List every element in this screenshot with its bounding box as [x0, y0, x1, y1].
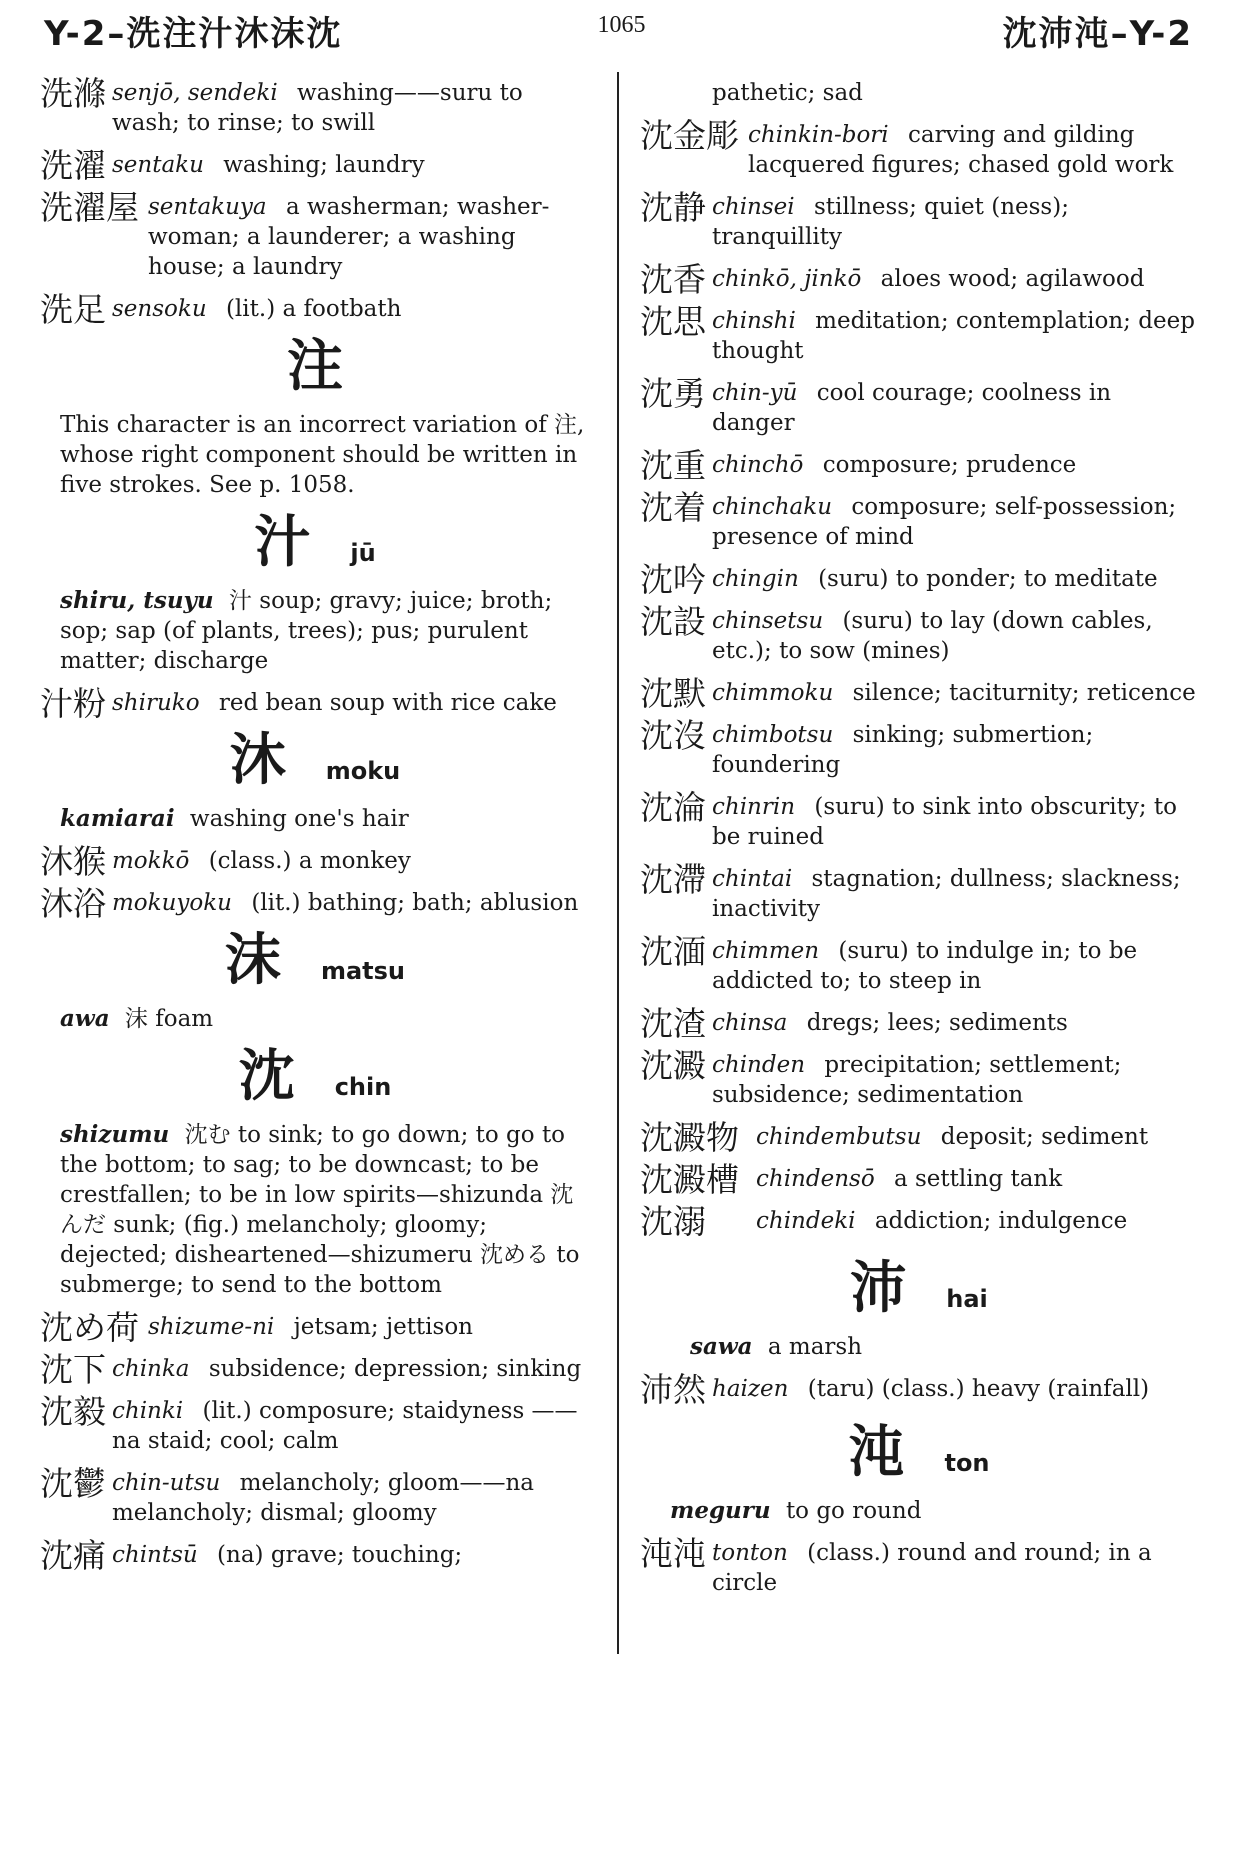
entry-definition: (suru) to sink into obscurity; to be ruined	[712, 794, 1178, 850]
entry-definition: pathetic; sad	[712, 80, 863, 106]
entry-definition: addiction; indulgence	[874, 1208, 1128, 1234]
entry-list-senjo	[40, 74, 590, 329]
entry-kanji: 沈設	[640, 602, 706, 641]
kun-definition: foam	[155, 1006, 214, 1032]
dictionary-entry	[640, 860, 1198, 924]
entry-definition: stagnation; dullness; slackness; inactivity	[712, 866, 1181, 922]
kun-definition: a marsh	[767, 1334, 863, 1360]
dictionary-entry	[40, 684, 590, 723]
dictionary-entry	[640, 788, 1198, 852]
usage-note: This character is an incorrect variation of 注, whose right component should be written in five strokes. See p. 1058.	[60, 412, 585, 498]
dictionary-entry	[640, 302, 1198, 366]
entry-romaji: chindembutsu	[756, 1124, 922, 1150]
dictionary-entry	[640, 116, 1198, 180]
entry-definition: a settling tank	[893, 1166, 1063, 1192]
head-character-ju	[40, 512, 590, 576]
entry-kanji: 沐浴	[40, 884, 106, 923]
dictionary-entry	[40, 290, 590, 329]
page-header	[0, 0, 1243, 62]
head-kanji: 沈	[238, 1044, 295, 1109]
entry-definition: (lit.) composure; staidyness ——na staid; cool; calm	[112, 1398, 578, 1454]
dictionary-entry	[640, 1202, 1198, 1241]
kun-definition: washing one's hair	[189, 806, 409, 832]
entry-romaji: chintai	[712, 866, 793, 892]
entry-definition: (class.) round and round; in a circle	[712, 1540, 1152, 1596]
entry-romaji: chimbotsu	[712, 722, 834, 748]
dictionary-entry	[640, 188, 1198, 252]
entry-romaji: shizume-ni	[148, 1314, 275, 1340]
entry-kanji: 沈淪	[640, 788, 706, 827]
dictionary-entry	[640, 1534, 1198, 1598]
entry-kanji: 沈勇	[640, 374, 706, 413]
entry-definition: meditation; contemplation; deep thought	[712, 308, 1195, 364]
head-kanji: 沌	[848, 1420, 905, 1485]
entry-romaji: chinshi	[712, 308, 796, 334]
head-reading: ton	[944, 1449, 990, 1477]
entry-romaji: chinsa	[712, 1010, 788, 1036]
entry-definition: composure; prudence	[822, 452, 1077, 478]
entry-definition: washing; laundry	[223, 152, 425, 178]
entry-definition: washing——suru to wash; to rinse; to swill	[112, 80, 523, 136]
entry-definition: precipitation; settlement; subsidence; sedimentation	[712, 1052, 1122, 1108]
entry-definition: (lit.) a footbath	[225, 296, 402, 322]
entry-definition: (suru) to ponder; to meditate	[818, 566, 1158, 592]
kun-meaning	[690, 1332, 1198, 1362]
dictionary-entry	[640, 602, 1198, 666]
head-character-chin	[40, 1046, 590, 1110]
entry-definition: (suru) to indulge in; to be addicted to; to steep in	[712, 938, 1138, 994]
entry-kanji: 沈澱物	[640, 1118, 739, 1157]
entry-romaji: chinchaku	[712, 494, 833, 520]
entry-romaji: chindeki	[756, 1208, 856, 1234]
kun-meaning	[60, 586, 590, 676]
entry-kanji: 沈金彫	[640, 116, 739, 155]
entry-kanji: 沐猴	[40, 842, 106, 881]
dictionary-entry	[640, 1118, 1198, 1157]
entry-romaji: chintsū	[112, 1542, 198, 1568]
entry-kanji: 洗濯	[40, 146, 106, 185]
dictionary-entry	[40, 1308, 590, 1347]
entry-romaji: chinsetsu	[712, 608, 824, 634]
entry-definition: stillness; quiet (ness); tranquillity	[712, 194, 1069, 250]
dictionary-entry	[640, 1046, 1198, 1110]
entry-kanji: 沈沒	[640, 716, 706, 755]
entry-kanji: 沈溺	[640, 1202, 706, 1241]
dictionary-entry	[640, 560, 1198, 599]
dictionary-entry	[640, 932, 1198, 996]
entry-kanji: 沈静	[640, 188, 706, 227]
entry-definition: red bean soup with rice cake	[218, 690, 557, 716]
entry-definition: a washerman; washer-woman; a launderer; a washing house; a laundry	[148, 194, 550, 280]
dictionary-entry	[40, 884, 590, 923]
head-character-chu	[40, 336, 590, 400]
entry-romaji: chinka	[112, 1356, 190, 1382]
dictionary-entry	[640, 1004, 1198, 1043]
entry-romaji: sentaku	[112, 152, 204, 178]
entry-romaji: chinkō, jinkō	[712, 266, 862, 292]
entry-romaji: sensoku	[112, 296, 207, 322]
entry-kanji: 沈默	[640, 674, 706, 713]
entry-kanji: 沈香	[640, 260, 706, 299]
entry-romaji: senjō, sendeki	[112, 80, 278, 106]
left-column	[40, 74, 590, 1582]
entry-definition: silence; taciturnity; reticence	[852, 680, 1196, 706]
right-column	[640, 78, 1198, 1610]
dictionary-entry	[40, 1392, 590, 1456]
kun-reading: shiru, tsuyu	[60, 587, 214, 614]
entry-kanji: 沈吟	[640, 560, 706, 599]
entry-romaji: chingin	[712, 566, 799, 592]
kun-kana: 沫	[124, 1006, 148, 1032]
entry-kanji: 洗濯屋	[40, 188, 139, 227]
kun-meaning	[60, 1120, 590, 1300]
entry-romaji: chin-yū	[712, 380, 798, 406]
page-number: 1065	[597, 12, 646, 38]
entry-romaji: chimmoku	[712, 680, 834, 706]
entry-definition: jetsam; jettison	[293, 1314, 473, 1340]
kun-kana: 汁	[228, 588, 252, 614]
entry-romaji: chindensō	[756, 1166, 875, 1192]
dictionary-entry	[40, 1350, 590, 1389]
entry-definition: melancholy; gloom——na melancholy; dismal; gloomy	[112, 1470, 534, 1526]
kun-reading: shizumu	[60, 1121, 170, 1148]
entry-definition: deposit; sediment	[940, 1124, 1149, 1150]
entry-romaji: chinki	[112, 1398, 184, 1424]
column-divider	[617, 72, 619, 1654]
entry-kanji: 沈湎	[640, 932, 706, 971]
entry-kanji: 沈痛	[40, 1536, 106, 1575]
head-reading: chin	[334, 1073, 392, 1101]
kun-kana: 沈む	[184, 1122, 231, 1148]
dictionary-entry	[640, 260, 1198, 299]
entry-kanji: 沈着	[640, 488, 706, 527]
entry-kanji: 沈思	[640, 302, 706, 341]
entry-kanji: 洗足	[40, 290, 106, 329]
dictionary-entry	[640, 1370, 1198, 1409]
kun-definition: soup; gravy; juice; broth; sop; sap (of plants, trees); pus; purulent matter; discharge	[60, 588, 553, 674]
entry-romaji: tonton	[712, 1540, 788, 1566]
head-kanji: 沐	[229, 728, 286, 793]
head-reading: jū	[350, 539, 376, 567]
entry-definition: cool courage; coolness in danger	[712, 380, 1112, 436]
kun-reading: meguru	[670, 1497, 771, 1524]
entry-romaji: chinkin-bori	[748, 122, 889, 148]
entry-kanji: 汁粉	[40, 684, 106, 723]
dictionary-entry	[40, 842, 590, 881]
entry-definition: (suru) to lay (down cables, etc.); to sow (mines)	[712, 608, 1153, 664]
kun-reading: kamiarai	[60, 805, 175, 832]
entry-definition: (class.) a monkey	[208, 848, 411, 874]
dictionary-entry	[40, 188, 590, 282]
entry-definition: subsidence; depression; sinking	[208, 1356, 582, 1382]
head-kanji: 沛	[850, 1256, 907, 1321]
entry-romaji: chinrin	[712, 794, 796, 820]
entry-definition: composure; self-possession; presence of mind	[712, 494, 1177, 550]
entry-kanji: 沈毅	[40, 1392, 106, 1431]
dictionary-entry	[640, 716, 1198, 780]
head-kanji: 注	[287, 334, 343, 399]
entry-romaji: chinchō	[712, 452, 804, 478]
kun-meaning	[60, 1004, 590, 1034]
dictionary-entry	[640, 446, 1198, 485]
entry-kanji: 沈澱槽	[640, 1160, 739, 1199]
entry-continuation	[640, 78, 1198, 108]
kun-definition: to go round	[785, 1498, 922, 1524]
header-left-guide: Y-2–洗注汁沐沫沈	[44, 14, 343, 54]
dictionary-entry	[40, 74, 590, 138]
entry-romaji: chinden	[712, 1052, 806, 1078]
entry-romaji: shiruko	[112, 690, 200, 716]
entry-kanji: 沌沌	[640, 1534, 706, 1573]
head-reading: matsu	[320, 957, 406, 985]
head-reading: hai	[946, 1285, 988, 1313]
entry-kanji: 沈澱	[640, 1046, 706, 1085]
entry-definition: (na) grave; touching;	[217, 1542, 463, 1568]
entry-definition: sinking; submertion; foundering	[712, 722, 1094, 778]
entry-definition: aloes wood; agilawood	[880, 266, 1145, 292]
entry-romaji: chin-utsu	[112, 1470, 221, 1496]
dictionary-entry	[640, 1160, 1198, 1199]
dictionary-entry	[640, 488, 1198, 552]
entry-romaji: haizen	[712, 1376, 789, 1402]
dictionary-entry	[640, 374, 1198, 438]
entry-kanji: 沈重	[640, 446, 706, 485]
entry-romaji: mokkō	[112, 848, 190, 874]
head-character-hai	[640, 1258, 1198, 1322]
entry-kanji: 沈下	[40, 1350, 106, 1389]
kun-reading: awa	[60, 1005, 110, 1032]
head-reading: moku	[325, 757, 401, 785]
entry-kanji: 洗滌	[40, 74, 106, 113]
head-character-ton	[640, 1422, 1198, 1486]
kun-meaning	[60, 804, 590, 834]
dictionary-entry	[40, 146, 590, 185]
kun-meaning	[670, 1496, 1198, 1526]
entry-romaji: mokuyoku	[112, 890, 232, 916]
dictionary-entry	[640, 674, 1198, 713]
entry-romaji: chimmen	[712, 938, 820, 964]
kun-definition: to sink; to go down; to go to the bottom; to sag; to be downcast; to be crestfallen; to be in low spirits—shizunda 沈んだ sunk; (fig.) melancholy; gloomy; dejected; disheartened—shizumeru 沈める to submerge; to send to the bottom	[60, 1122, 580, 1298]
entry-kanji: 沛然	[640, 1370, 706, 1409]
entry-definition: (lit.) bathing; bath; ablusion	[251, 890, 579, 916]
entry-kanji: 沈渣	[640, 1004, 706, 1043]
entry-romaji: sentakuya	[148, 194, 267, 220]
dictionary-entry	[40, 1464, 590, 1528]
entry-kanji: 沈滯	[640, 860, 706, 899]
head-character-matsu	[40, 930, 590, 994]
entry-romaji: chinsei	[712, 194, 795, 220]
entry-definition: (taru) (class.) heavy (rainfall)	[807, 1376, 1150, 1402]
entry-definition: dregs; lees; sediments	[806, 1010, 1068, 1036]
dictionary-entry	[40, 1536, 590, 1575]
entry-kanji: 沈め荷	[40, 1308, 139, 1347]
head-kanji: 汁	[254, 510, 311, 575]
head-kanji: 沫	[224, 928, 281, 993]
kun-reading: sawa	[690, 1333, 753, 1360]
header-right-guide: 沈沛沌–Y-2	[1002, 14, 1193, 54]
head-character-moku	[40, 730, 590, 794]
entry-definition: carving and gilding lacquered figures; chased gold work	[748, 122, 1174, 178]
entry-kanji: 沈鬱	[40, 1464, 106, 1503]
